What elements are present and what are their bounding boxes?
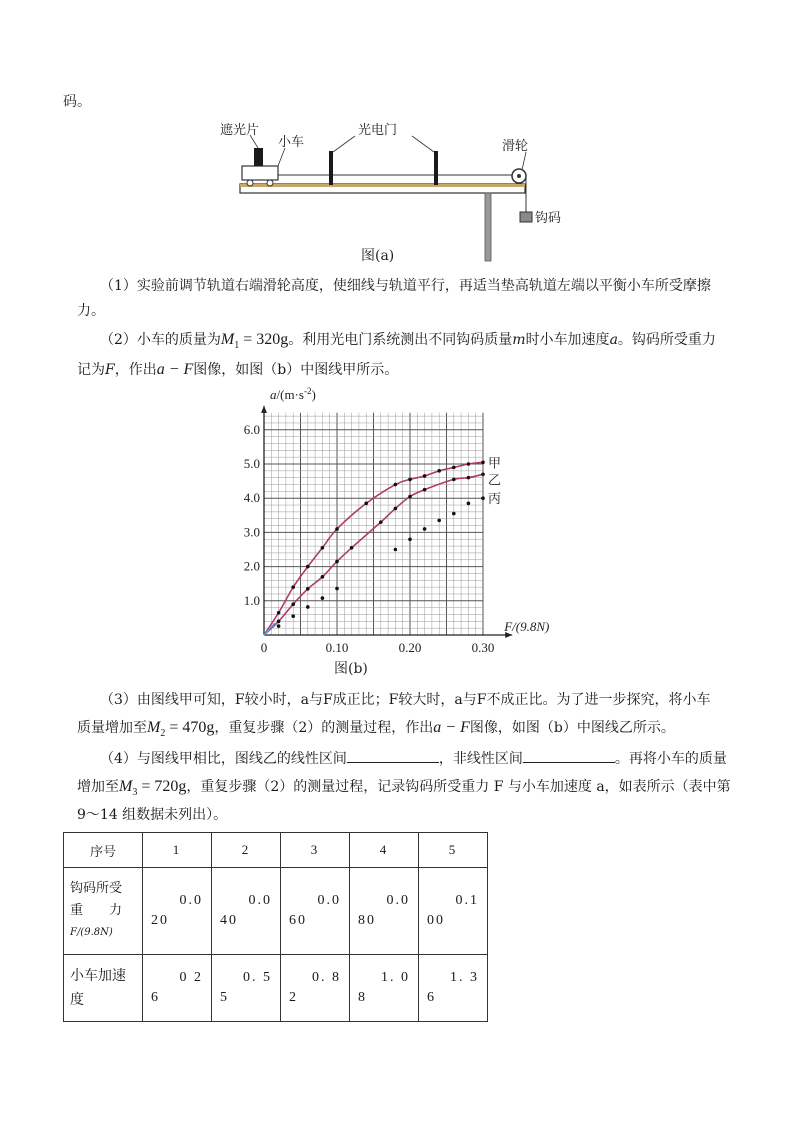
curve-label: 甲 bbox=[488, 456, 502, 472]
data-point bbox=[321, 596, 325, 600]
table-row-acceleration bbox=[64, 955, 488, 1022]
data-point bbox=[394, 548, 398, 552]
table-cell: 0 2 6 bbox=[143, 955, 212, 1022]
data-point bbox=[467, 502, 471, 506]
table-cell: 0. 8 2 bbox=[281, 955, 350, 1022]
data-point bbox=[277, 611, 281, 615]
header-col: 5 bbox=[419, 833, 488, 868]
data-point bbox=[423, 488, 427, 492]
data-point bbox=[437, 469, 441, 473]
data-point bbox=[408, 537, 412, 541]
answer-blank-nonlinear[interactable] bbox=[523, 748, 615, 763]
y-axis-label: $a/(m\cdot s^{-2})$ bbox=[270, 386, 316, 402]
photogate-right bbox=[434, 151, 438, 185]
cart-wheel-left bbox=[247, 180, 253, 186]
table-cell: 0.0 20 bbox=[143, 868, 212, 955]
shade-plate bbox=[254, 148, 263, 166]
data-point bbox=[423, 474, 427, 478]
chart-axes bbox=[261, 406, 512, 638]
curve-label: 丙 bbox=[488, 492, 502, 508]
track-top-stripe bbox=[240, 184, 525, 187]
data-point bbox=[277, 620, 281, 624]
data-point bbox=[379, 520, 383, 524]
table-row-force bbox=[64, 868, 488, 955]
y-tick-label: 6.0 bbox=[243, 421, 260, 437]
data-point bbox=[481, 496, 485, 500]
data-point bbox=[291, 614, 295, 618]
data-point bbox=[321, 546, 325, 550]
data-point bbox=[467, 476, 471, 480]
label-pulley: 滑轮 bbox=[502, 139, 529, 154]
data-point bbox=[306, 605, 310, 609]
data-point bbox=[291, 602, 295, 606]
x-tick-label: 0 bbox=[260, 640, 268, 655]
para2-line2: 记为F，作出a − F图像，如图（b）中图线甲所示。 bbox=[77, 361, 399, 378]
hook-weight bbox=[520, 212, 532, 222]
para1-line2: 力。 bbox=[77, 303, 105, 319]
header-col: 1 bbox=[143, 833, 212, 868]
para1-line1: （1）实验前调节轨道右端滑轮高度，使细线与轨道平行，再适当垫高轨道左端以平衡小车所受摩擦 bbox=[100, 278, 711, 294]
para4-line1: （4）与图线甲相比，图线乙的线性区间 ，非线性区间 。再将小车的质量 bbox=[100, 748, 727, 769]
header-col: 3 bbox=[281, 833, 350, 868]
para4-line3: 9～14 组数据未列出）。 bbox=[77, 807, 228, 823]
data-point bbox=[452, 512, 456, 516]
photogate-left bbox=[329, 151, 333, 185]
data-point bbox=[437, 519, 441, 523]
data-point bbox=[423, 527, 427, 531]
para3-line1: （3）由图线甲可知，F较小时，a与F成正比；F较大时，a与F不成正比。为了进一步探究，将小车 bbox=[100, 692, 711, 708]
data-point bbox=[335, 527, 339, 531]
y-tick-label: 1.0 bbox=[243, 592, 260, 608]
x-tick-label: 0.20 bbox=[398, 640, 422, 655]
figure-b-caption: 图(b) bbox=[334, 661, 368, 677]
y-tick-label: 5.0 bbox=[243, 456, 260, 471]
row-label-acceleration: 小车加速 度 bbox=[64, 955, 143, 1022]
data-point bbox=[408, 478, 412, 482]
origin-segment bbox=[264, 623, 275, 635]
data-table bbox=[63, 832, 488, 1022]
figure-a-caption: 图(a) bbox=[361, 248, 395, 264]
cart-body bbox=[242, 166, 278, 180]
label-cart: 小车 bbox=[278, 135, 305, 150]
data-point bbox=[408, 495, 412, 499]
table-cell: 0.0 40 bbox=[212, 868, 281, 955]
header-col: 4 bbox=[350, 833, 419, 868]
para2-line1: （2）小车的质量为$M_1 = 320g$。利用光电门系统测出不同钩码质量m时小车加速度a。钩码所受重力 bbox=[100, 331, 716, 352]
x-axis-label: F/(9.8N) bbox=[504, 619, 550, 634]
table-leg bbox=[485, 193, 491, 261]
label-shade: 遮光片 bbox=[220, 123, 260, 138]
table-cell: 0.1 00 bbox=[419, 868, 488, 955]
data-point bbox=[277, 624, 281, 628]
chart-ticks bbox=[244, 422, 495, 655]
table-cell: 0.0 60 bbox=[281, 868, 350, 955]
data-point bbox=[467, 462, 471, 466]
y-tick-label: 3.0 bbox=[243, 524, 260, 540]
chart-grid bbox=[264, 413, 483, 635]
intro-tail: 码。 bbox=[63, 94, 91, 110]
data-point bbox=[394, 507, 398, 511]
data-point bbox=[350, 546, 354, 550]
header-label: 序号 bbox=[64, 833, 143, 868]
data-point bbox=[481, 472, 485, 476]
x-tick-label: 0.30 bbox=[471, 640, 495, 655]
data-point bbox=[481, 460, 485, 464]
data-point bbox=[306, 565, 310, 569]
data-point bbox=[364, 502, 368, 506]
para4-line2: 增加至$M_3 = 720g$，重复步骤（2）的测量过程，记录钩码所受重力 F 与小车加速度 a，如表所示（表中第 bbox=[77, 778, 731, 799]
curve-label: 乙 bbox=[488, 473, 502, 489]
table-header-row bbox=[64, 833, 488, 868]
row-label-force: 钩码所受 重 力 F/(9.8N) bbox=[64, 868, 143, 955]
mass-m2: $M_2 = 470g$ bbox=[147, 719, 215, 740]
table-cell: 1. 3 6 bbox=[419, 955, 488, 1022]
para3-line2: 质量增加至$M_2 = 470g$，重复步骤（2）的测量过程，作出a − F图像，如图（b）中图线乙所示。 bbox=[77, 719, 675, 740]
data-point bbox=[291, 585, 295, 589]
mass-m3: $M_3 = 720g$ bbox=[119, 778, 187, 799]
data-point bbox=[452, 466, 456, 470]
label-weight: 钩码 bbox=[535, 211, 562, 226]
y-tick-label: 2.0 bbox=[243, 558, 260, 574]
header-col: 2 bbox=[212, 833, 281, 868]
data-point bbox=[394, 483, 398, 487]
table-cell: 0.0 80 bbox=[350, 868, 419, 955]
mass-m1: $M_1 = 320g$ bbox=[220, 331, 289, 352]
data-point bbox=[306, 587, 310, 591]
data-point bbox=[335, 560, 339, 564]
data-point bbox=[321, 575, 325, 579]
y-tick-label: 4.0 bbox=[243, 490, 260, 506]
acceleration-force-chart bbox=[230, 385, 590, 680]
table-cell: 0. 5 5 bbox=[212, 955, 281, 1022]
x-tick-label: 0.10 bbox=[325, 640, 349, 655]
cart-wheel-right bbox=[267, 180, 273, 186]
answer-blank-linear[interactable] bbox=[347, 748, 439, 763]
apparatus-diagram bbox=[220, 118, 580, 268]
y-axis-arrow bbox=[261, 406, 267, 413]
label-photogate: 光电门 bbox=[358, 123, 398, 138]
data-point bbox=[452, 478, 456, 482]
table-cell: 1. 0 8 bbox=[350, 955, 419, 1022]
data-point bbox=[335, 587, 339, 591]
